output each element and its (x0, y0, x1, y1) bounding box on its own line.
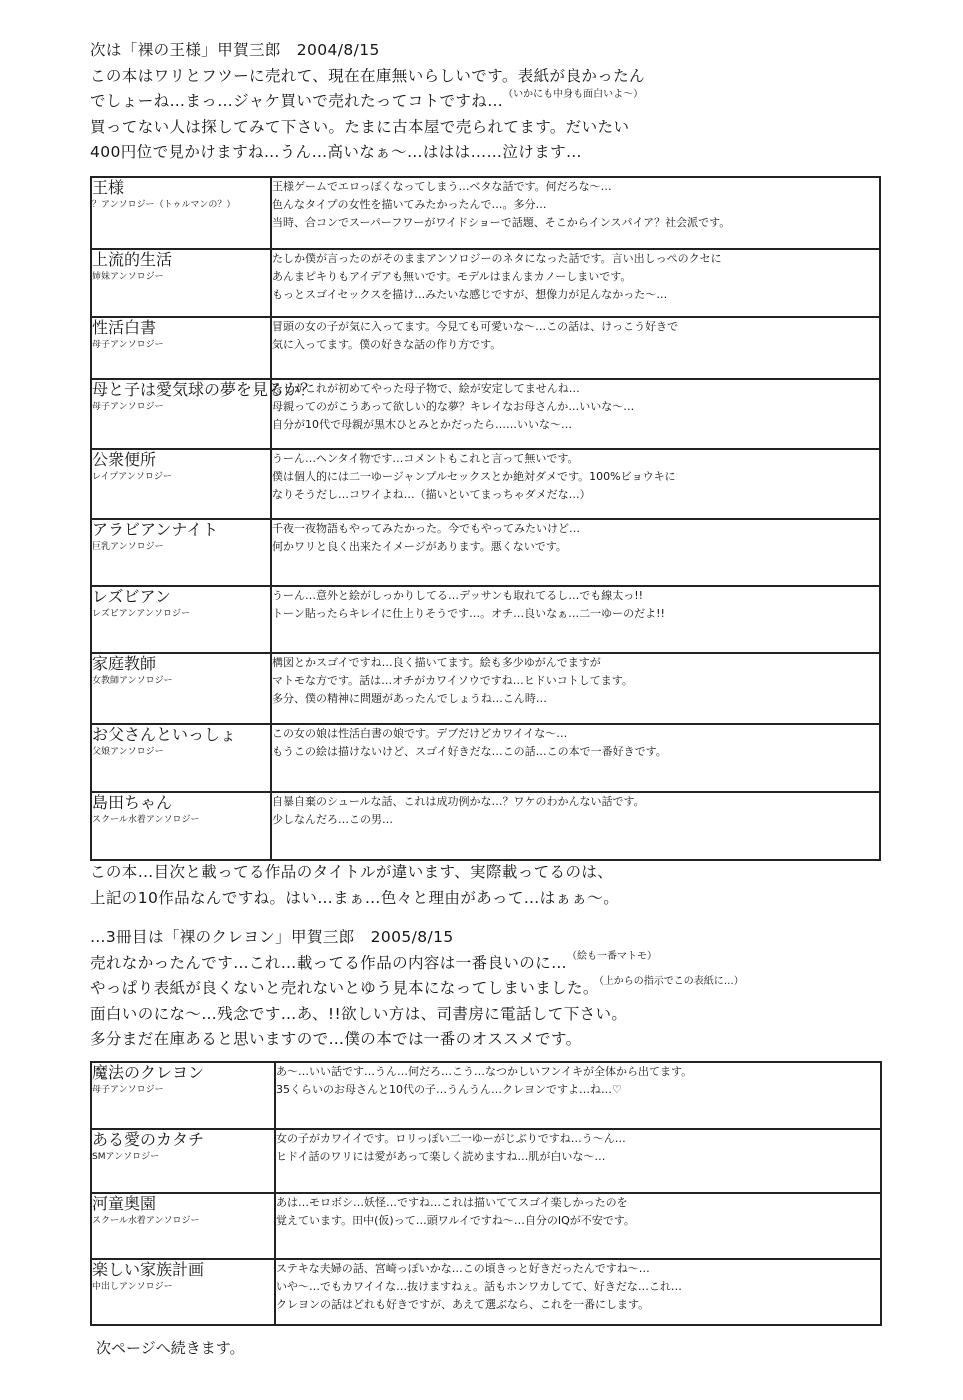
comment-cell (271, 653, 880, 724)
comment-line: 母親ってのがこうあって欲しい的な夢？キレイなお母さんか…いいな〜… (272, 400, 635, 413)
table-row (91, 653, 880, 724)
comment-cell (275, 1129, 881, 1193)
comment-cell (271, 317, 880, 379)
text-line: …3冊目は「裸のクレヨン」甲賀三郎 2005/8/15 (90, 928, 454, 946)
work-title-cell (91, 379, 317, 449)
comment-line: いや〜…でもカワイイな…抜けますねぇ。話もホンワカしてて、好きだな…これ… (276, 1280, 682, 1293)
comment-cell (275, 1193, 881, 1259)
anthology-category: 中出しアンソロジー (92, 1282, 173, 1292)
comment-line: 多分、僕の精神に問題があったんでしょうね…こん時… (272, 692, 547, 705)
comment-cell (271, 792, 880, 860)
work-title-cell (91, 1129, 275, 1193)
table-row (91, 449, 880, 519)
comment-line: 僕は個人的には二一ゆージャンプルセックスとか絶対ダメです。100%ビョウキに (272, 470, 676, 483)
anthology-category: SMアンソロジー (92, 1152, 160, 1162)
table-row (91, 586, 880, 653)
comment-line: マトモな方です。話は…オチがカワイソウですね…ヒドいコトしてます。 (272, 674, 633, 687)
work-title-cell (91, 792, 271, 860)
table-row (91, 1062, 881, 1129)
comment-line: 気に入ってます。僕の好きな話の作り方です。 (272, 338, 502, 351)
anthology-category: 母子アンソロジー (92, 1085, 164, 1095)
text-line: 面白いのにな〜…残念です…あ、!!欲しい方は、司書房に電話して下さい。 (90, 1004, 628, 1023)
work-title: 楽しい家族計画 (92, 1260, 205, 1279)
work-title-cell (91, 724, 271, 792)
comment-line: 冒頭の女の子が気に入ってます。今見ても可愛いな〜…この話は、けっこう好きで (272, 320, 679, 333)
comment-line: 35くらいのお母さんと10代の子…うんうん…クレヨンですよ…ね…♡ (276, 1083, 622, 1096)
anthology-category: 母子アンソロジー (92, 402, 164, 412)
text-line: 多分まだ在庫あると思いますので…僕の本では一番のオススメです。 (90, 1030, 582, 1048)
anthology-category: スクール水着アンソロジー (92, 815, 200, 825)
comment-line: たしか僕が言ったのがそのままアンソロジーのネタになった話です。言い出しっぺのクセに (272, 252, 722, 265)
work-title: 上流的生活 (92, 250, 173, 269)
table-row (91, 1259, 881, 1325)
work-title: レズビアン (92, 587, 171, 606)
continued-note: 次ページへ続きます。 (96, 1339, 245, 1357)
comment-line: クレヨンの話はどれも好きですが、あえて選ぶなら、これを一番にします。 (276, 1298, 650, 1311)
table-row (91, 792, 880, 860)
table-row (91, 724, 880, 792)
works-table-1 (90, 176, 881, 861)
comment-cell (275, 1062, 881, 1129)
comment-line: 構図とかスゴイですね…良く描いてます。絵も多少ゆがんでますが (272, 656, 601, 669)
comment-line: 覚えています。田中(仮)って…頭ワルイですね〜…自分のIQが不安です。 (276, 1214, 635, 1227)
comment-line: 自分が10代で母親が黒木ひとみとかだったら……いいな〜… (272, 418, 572, 431)
comment-line: トーン貼ったらキレイに仕上りそうです…。オチ…良いなぁ…二一ゆーのだよ!! (272, 607, 665, 620)
anthology-category: 女教師アンソロジー (92, 676, 173, 686)
text-line: この本はワリとフツーに売れて、現在在庫無いらしいです。表紙が良かったん (90, 66, 645, 85)
margin-note: （上からの指示でこの表紙に…） (598, 976, 744, 987)
comment-line: 何かワリと良く出来たイメージがあります。悪くないです。 (272, 540, 567, 553)
comment-cell (271, 177, 880, 249)
work-title-cell (91, 1259, 275, 1325)
work-title: アラビアンナイト (92, 520, 219, 539)
comment-cell (275, 1259, 881, 1325)
work-title: 公衆便所 (92, 450, 157, 469)
comment-line: 当時、合コンでスーパーフワーがワイドショーで話題、そこからインスパイア？社会派です。 (272, 216, 731, 229)
anthology-category: ？アンソロジー（トゥルマンの？） (92, 200, 236, 210)
text-line: 売れなかったんです…これ…載ってる作品の内容は一番良いのに…$^{(絵も一番マトモ)}$ (90, 950, 658, 972)
comment-cell (271, 586, 880, 653)
text-line: やっぱり表紙が良くないと売れないとゆう見本になってしまいました。$^{(上からの指示でこの表紙に\dots)}$ (90, 976, 744, 997)
comment-line: 女の子がカワイイです。ロリっぽい二一ゆーがじぶりですね…う〜ん… (276, 1132, 626, 1145)
comment-line: ステキな夫婦の話、宮崎っぽいかな…この頃きっと好きだったんですね〜… (276, 1262, 650, 1275)
margin-note: （絵も一番マトモ） (567, 950, 658, 962)
comment-line: うーん…意外と絵がしっかりしてる…デッサンも取れてるし…でも線太っ!! (272, 589, 644, 602)
table-row (91, 1193, 881, 1259)
intro-paragraph (90, 38, 880, 166)
text-line: 上記の10作品なんですね。はい…まぁ…色々と理由があって…はぁぁ〜。 (90, 888, 620, 907)
comment-line: うーん…ヘンタイ物です…コメントもこれと言って無いです。 (272, 452, 579, 465)
text-line: 次は「裸の王様」甲賀三郎 2004/8/15 (90, 41, 380, 59)
work-title-cell (91, 177, 271, 249)
comment-line: この女の娘は性活白書の娘です。デブだけどカワイイな〜… (272, 727, 568, 740)
comment-cell (271, 379, 880, 449)
comment-line: 王様ゲームでエロっぽくなってしまう…ベタな話です。何だろな〜… (272, 180, 612, 193)
table-row (91, 177, 880, 249)
work-title: 家庭教師 (92, 654, 157, 673)
comment-line: 少しなんだろ…この男… (272, 813, 393, 826)
comment-line: もうこの絵は描けないけど、スゴイ好きだな…この話…この本で一番好きです。 (272, 745, 667, 758)
comment-line: ヒドイ話のワリには愛があって楽しく読めますね…肌が白いな〜… (276, 1150, 606, 1163)
work-title-cell (91, 249, 271, 317)
anthology-category: 母子アンソロジー (92, 340, 164, 350)
table-row (91, 249, 880, 317)
comment-line: もっとスゴイセックスを描け…みたいな感じですが、想像力が足んなかった〜… (272, 288, 668, 301)
work-title-cell (91, 519, 271, 586)
text-line: この本…目次と載ってる作品のタイトルが違います、実際載ってるのは、 (90, 863, 614, 881)
comment-cell (271, 724, 880, 792)
work-title: 王様 (92, 178, 125, 197)
comment-line: あ〜…いい話です…うん…何だろ…こう…なつかしいフンイキが全体から出てます。 (276, 1065, 693, 1078)
comment-line: 自暴自棄のシュールな話、これは成功例かな…？ワケのわかんない話です。 (272, 795, 645, 808)
text-line: 買ってない人は探してみて下さい。たまに古本屋で売られてます。だいたい (90, 117, 630, 136)
second-book-paragraph (90, 925, 880, 1053)
comment-line: 色んなタイプの女性を描いてみたかったんで…。多分… (272, 198, 547, 211)
anthology-category: 父娘アンソロジー (92, 747, 164, 757)
anthology-category: 姉妹アンソロジー (92, 272, 164, 282)
table-row (91, 1129, 881, 1193)
work-title-cell (91, 317, 271, 379)
middle-paragraph (90, 860, 880, 911)
comment-cell (271, 449, 880, 519)
table-row (91, 519, 880, 586)
work-title: 河童奥園 (92, 1194, 157, 1213)
comment-line: あは…モロボシ…妖怪…ですね…これは描いててスゴイ楽しかったのを (276, 1196, 628, 1209)
comment-line: あんまピキりもアイデアも無いです。モデルはまんまカノーしまいです。 (272, 270, 632, 283)
work-title-cell (91, 1193, 275, 1259)
comment-line: 千夜一夜物語もやってみたかった。今でもやってみたいけど… (272, 522, 580, 535)
comment-line: たしかこれが初めてやった母子物で、絵が安定してませんね… (272, 382, 580, 395)
work-title: お父さんといっしょ (92, 725, 237, 744)
work-title: 島田ちゃん (92, 793, 173, 812)
comment-line: なりそうだし…コワイよね…（描いといてまっちゃダメだな…） (272, 488, 591, 501)
work-title-cell (91, 1062, 275, 1129)
anthology-category: 巨乳アンソロジー (92, 542, 164, 552)
work-title: 母と子は愛気球の夢を見るか？ (92, 380, 317, 399)
text-line: 400円位で見かけますね…うん…高いなぁ〜…ははは……泣けます… (90, 143, 582, 161)
work-title: 魔法のクレヨン (92, 1063, 205, 1082)
work-title-cell (91, 586, 271, 653)
work-title: ある愛のカタチ (92, 1130, 205, 1149)
anthology-category: レズビアンアンソロジー (92, 609, 191, 619)
comment-cell (271, 249, 880, 317)
margin-note: （いかにも中身も面白いよ〜） (503, 89, 644, 100)
work-title-cell (91, 653, 271, 724)
comment-cell (271, 519, 880, 586)
table-row (91, 379, 880, 449)
works-table-2 (90, 1061, 882, 1326)
anthology-category: スクール水着アンソロジー (92, 1216, 200, 1226)
text-line: でしょーね…まっ…ジャケ買いで売れたってコトですね…$^{(いかにも中身も面白いよ〜)}$ (90, 89, 644, 110)
table-row (91, 317, 880, 379)
work-title-cell (91, 449, 271, 519)
anthology-category: レイプアンソロジー (92, 472, 172, 482)
work-title: 性活白書 (92, 318, 157, 337)
